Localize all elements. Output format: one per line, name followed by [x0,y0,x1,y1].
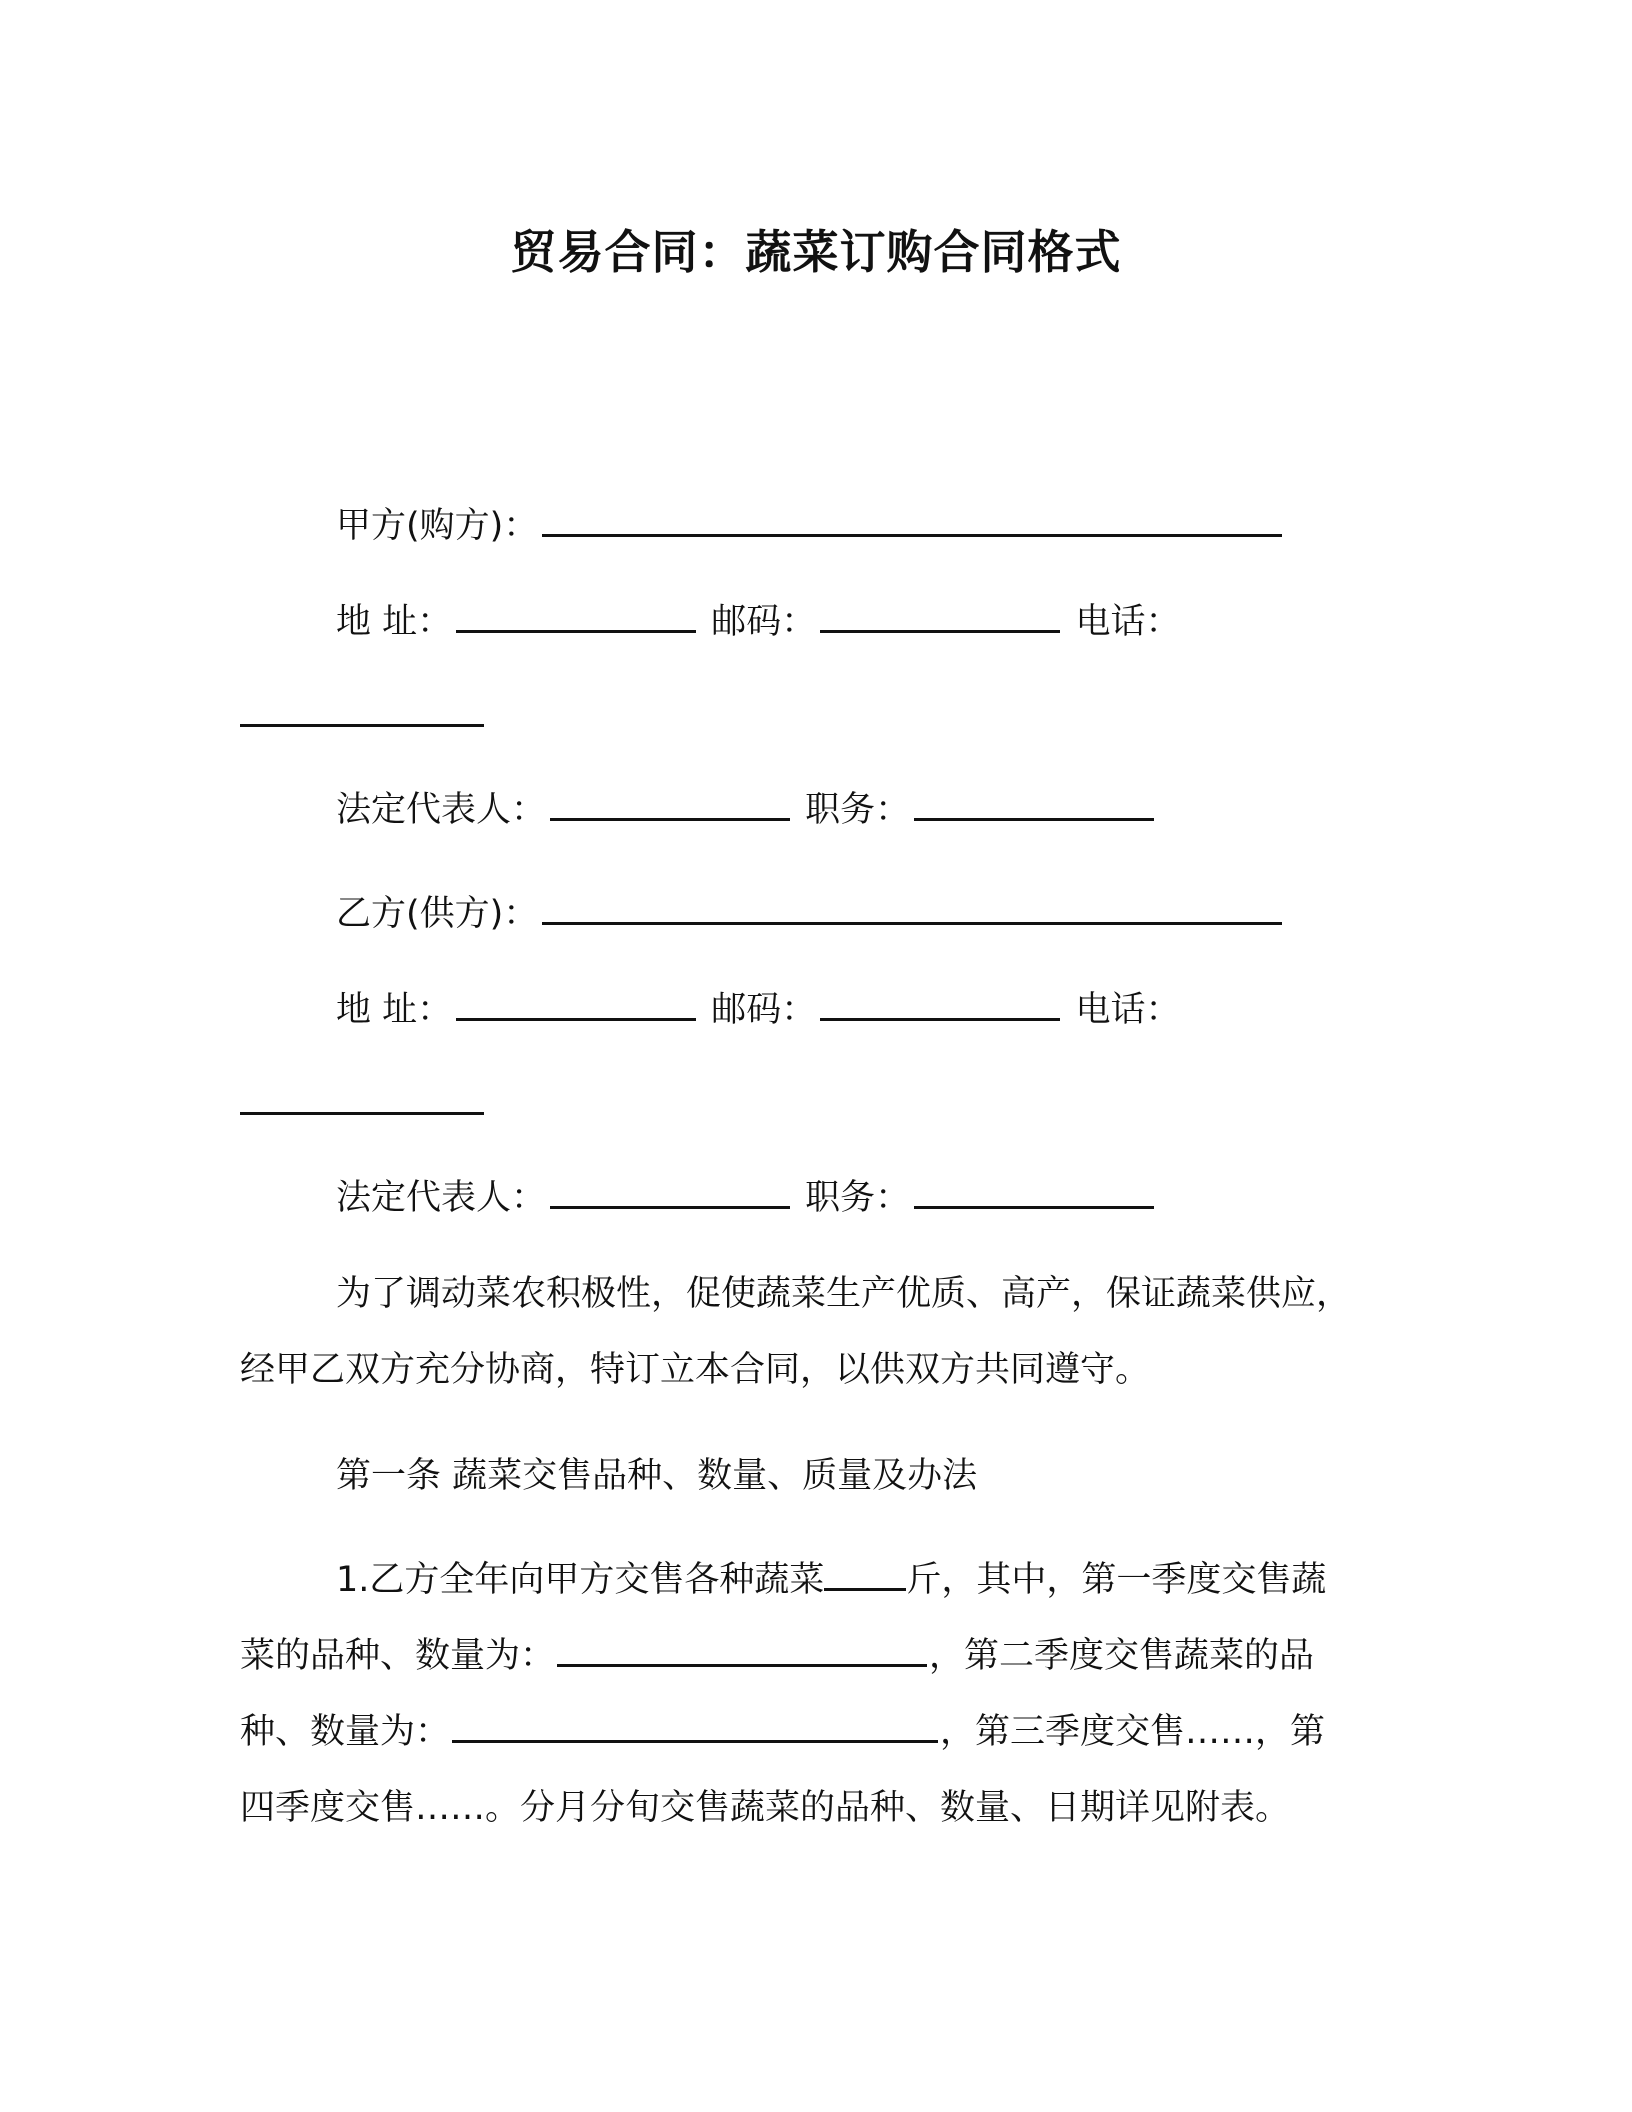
article-1-text-1a: 1.乙方全年向甲方交售各种蔬菜 [336,1560,825,1600]
party-b-position-label: 职务： [805,1178,911,1218]
party-a-rep-line [336,786,1158,834]
party-b-address-line [336,986,1180,1034]
party-b-phone-blank[interactable] [240,1082,484,1115]
party-a-phone-blank[interactable] [240,694,484,727]
party-b-position-blank[interactable] [914,1176,1154,1209]
party-b-postcode-blank[interactable] [820,988,1060,1021]
party-a-phone-line [240,692,488,740]
article-1-para-line-4: 四季度交售……。分月分旬交售蔬菜的品种、数量、日期详见附表。 [240,1788,1291,1828]
party-b-name-blank[interactable] [542,892,1282,925]
party-a-rep-label: 法定代表人： [336,790,547,830]
party-b-rep-label: 法定代表人： [336,1178,547,1218]
party-a-label: 甲方(购方)： [336,506,539,546]
article-1-para-line-2 [240,1632,1314,1680]
party-b-line [336,890,1286,938]
article-1-text-3a: 种、数量为： [240,1712,451,1752]
preamble-line-2: 经甲乙双方充分协商，特订立本合同，以供双方共同遵守。 [240,1350,1151,1390]
party-a-position-blank[interactable] [914,788,1154,821]
party-a-postcode-label: 邮码： [711,602,817,642]
party-a-line [336,502,1286,550]
document-title: 贸易合同：蔬菜订购合同格式 [510,225,1122,279]
party-a-address-label: 地 址： [336,602,453,642]
article-1-heading: 第一条 蔬菜交售品种、数量、质量及办法 [336,1456,978,1496]
party-a-address-blank[interactable] [456,600,696,633]
article-1-para-line-1 [336,1556,1326,1604]
party-b-postcode-label: 邮码： [711,990,817,1030]
article-1-text-3b: ，第三季度交售……，第 [940,1712,1326,1752]
party-b-address-blank[interactable] [456,988,696,1021]
party-b-phone-line [240,1080,488,1128]
party-a-phone-label: 电话： [1075,602,1181,642]
article-1-text-2b: ，第二季度交售蔬菜的品 [929,1636,1315,1676]
party-b-rep-line [336,1174,1158,1222]
article-1-text-1b: 斤，其中，第一季度交售蔬 [906,1560,1327,1600]
party-a-rep-blank[interactable] [550,788,790,821]
preamble-line-1: 为了调动菜农积极性，促使蔬菜生产优质、高产，保证蔬菜供应， [336,1274,1352,1314]
party-b-address-label: 地 址： [336,990,453,1030]
article-1-text-2a: 菜的品种、数量为： [240,1636,556,1676]
q2-quantity-blank[interactable] [452,1710,938,1743]
party-a-postcode-blank[interactable] [820,600,1060,633]
q1-quantity-blank[interactable] [557,1634,927,1667]
party-a-name-blank[interactable] [542,504,1282,537]
party-b-label: 乙方(供方)： [336,894,539,934]
article-1-para-line-3 [240,1708,1325,1756]
party-a-position-label: 职务： [805,790,911,830]
party-a-address-line [336,598,1180,646]
party-b-phone-label: 电话： [1075,990,1181,1030]
party-b-rep-blank[interactable] [550,1176,790,1209]
annual-quantity-blank[interactable] [824,1558,906,1591]
